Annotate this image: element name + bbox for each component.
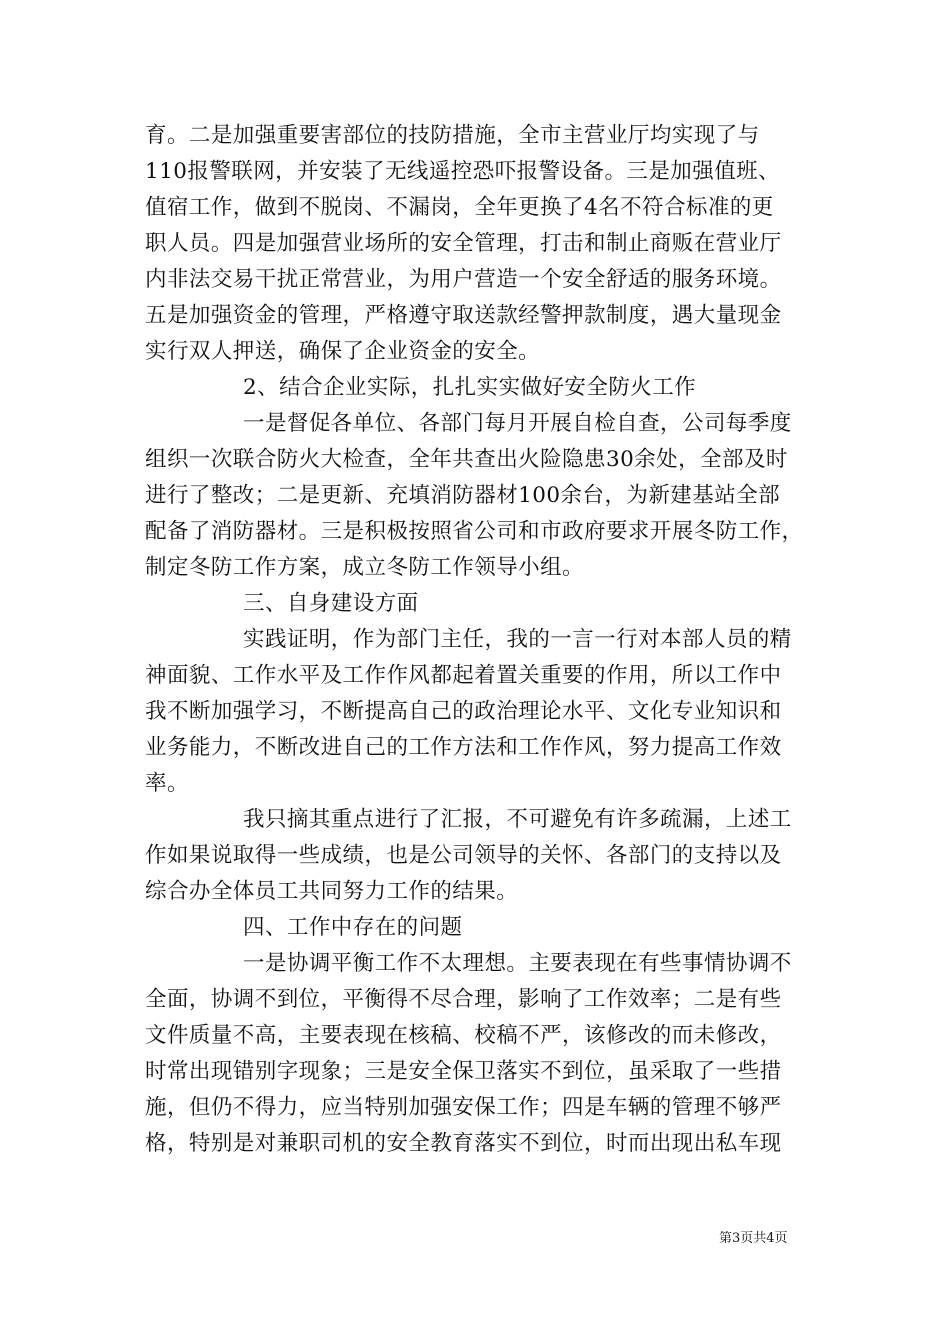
text-line: 配备了消防器材。三是积极按照省公司和市政府要求开展冬防工作， [145,519,804,544]
text-line: 神面貌、工作水平及工作作风都起着置关重要的作用，所以工作中 [145,663,782,688]
text-line: 综合办全体员工共同努力工作的结果。 [145,879,519,904]
page-number: 第3页共4页 [719,1231,788,1246]
text-line: 时常出现错别字现象；三是安全保卫落实不到位，虽采取了一些措 [145,1059,782,1084]
text-line: 格，特别是对兼职司机的安全教育落实不到位，时而出现出私车现 [145,1131,782,1156]
text-line: 施，但仍不得力，应当特别加强安保工作；四是车辆的管理不够严 [145,1095,782,1120]
text-line: 实行双人押送，确保了企业资金的安全。 [145,339,541,364]
section-heading: 2、结合企业实际，扎扎实实做好安全防火工作 [243,375,697,400]
text-line: 制定冬防工作方案，成立冬防工作领导小组。 [145,555,585,580]
text-line: 组织一次联合防火大检查，全年共查出火险隐患30余处，全部及时 [145,447,788,472]
text-line: 值宿工作，做到不脱岗、不漏岗，全年更换了4名不符合标准的更 [145,195,774,220]
text-line: 我只摘其重点进行了汇报，不可避免有许多疏漏，上述工 [243,807,792,832]
text-line: 职人员。四是加强营业场所的安全管理，打击和制止商贩在营业厅 [145,231,782,256]
text-line: 业务能力，不断改进自己的工作方法和工作作风，努力提高工作效 [145,735,782,760]
text-line: 一是督促各单位、各部门每月开展自检自查，公司每季度 [243,411,792,436]
text-line: 实践证明，作为部门主任，我的一言一行对本部人员的精 [243,627,792,652]
text-line: 率。 [145,771,189,796]
text-line: 内非法交易干扰正常营业，为用户营造一个安全舒适的服务环境。 [145,267,782,292]
text-line: 110报警联网，并安装了无线遥控恐吓报警设备。三是加强值班、 [145,159,781,184]
text-line: 一是协调平衡工作不太理想。主要表现在有些事情协调不 [243,951,792,976]
text-line: 文件质量不高，主要表现在核稿、校稿不严，该修改的而未修改， [145,1023,782,1048]
text-line: 进行了整改；二是更新、充填消防器材100余台，为新建基站全部 [145,483,781,508]
text-line: 育。二是加强重要害部位的技防措施，全市主营业厅均实现了与 [145,123,760,148]
text-line: 我不断加强学习，不断提高自己的政治理论水平、文化专业知识和 [145,699,782,724]
text-line: 作如果说取得一些成绩，也是公司领导的关怀、各部门的支持以及 [145,843,782,868]
section-heading: 三、自身建设方面 [243,591,419,616]
text-line: 五是加强资金的管理，严格遵守取送款经警押款制度，遇大量现金 [145,303,782,328]
text-line: 全面，协调不到位，平衡得不尽合理，影响了工作效率；二是有些 [145,987,782,1012]
section-heading: 四、工作中存在的问题 [243,915,463,940]
